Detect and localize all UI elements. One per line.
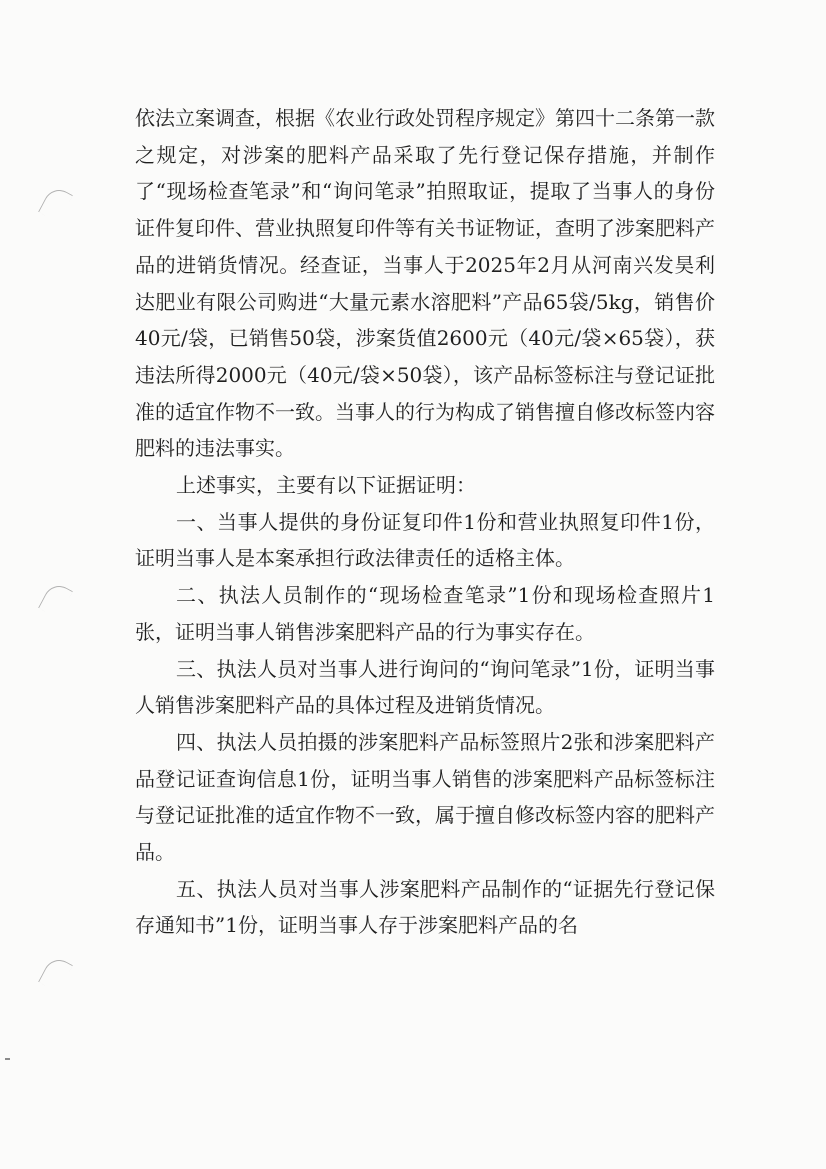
margin-mark [5, 1058, 10, 1060]
punch-hole-mark [38, 580, 73, 618]
paragraph-evidence-2: 二、执法人员制作的“现场检查笔录”1份和现场检查照片1张，证明当事人销售涉案肥料产品的行为事实存在。 [135, 583, 715, 644]
paragraph-evidence-intro: 上述事实，主要有以下证据证明： [176, 473, 476, 498]
paragraph-investigation-findings: 依法立案调查，根据《农业行政处罚程序规定》第四十二条第一款之规定，对涉案的肥料产品采取了先行登记保存措施，并制作了“现场检查笔录”和“询问笔录”拍照取证，提取了当事人的身份证件复印件、营业执照复印件等有关书证物证，查明了涉案肥料产品的进销货情况。经查证，当事人于2025年2月从河南兴发昊利达肥业有限公司购进“大量元素水溶肥料”产品65袋/5kg，销售价40元/袋，已销售50袋，涉案货值2600元（40元/袋×65袋），获违法所得2000元（40元/袋×50袋），该产品标签标注与登记证批准的适宜作物不一致。当事人的行为构成了销售擅自修改标签内容肥料的违法事实。 [135, 106, 715, 461]
document-body [135, 100, 715, 944]
paragraph-evidence-5: 五、执法人员对当事人涉案肥料产品制作的“证据先行登记保存通知书”1份，证明当事人存于涉案肥料产品的名 [135, 876, 715, 938]
punch-hole-mark [38, 954, 73, 992]
paragraph-evidence-3: 三、执法人员对当事人进行询问的“询问笔录”1份，证明当事人销售涉案肥料产品的具体过程及进销货情况。 [135, 656, 715, 718]
paragraph-evidence-1: 一、当事人提供的身份证复印件1份和营业执照复印件1份，证明当事人是本案承担行政法律责任的适格主体。 [135, 509, 715, 571]
paragraph-evidence-4: 四、执法人员拍摄的涉案肥料产品标签照片2张和涉案肥料产品登记证查询信息1份，证明当事人销售的涉案肥料产品标签标注与登记证批准的适宜作物不一致，属于擅自修改标签内容的肥料产品。 [135, 729, 715, 865]
punch-hole-mark [38, 184, 73, 222]
